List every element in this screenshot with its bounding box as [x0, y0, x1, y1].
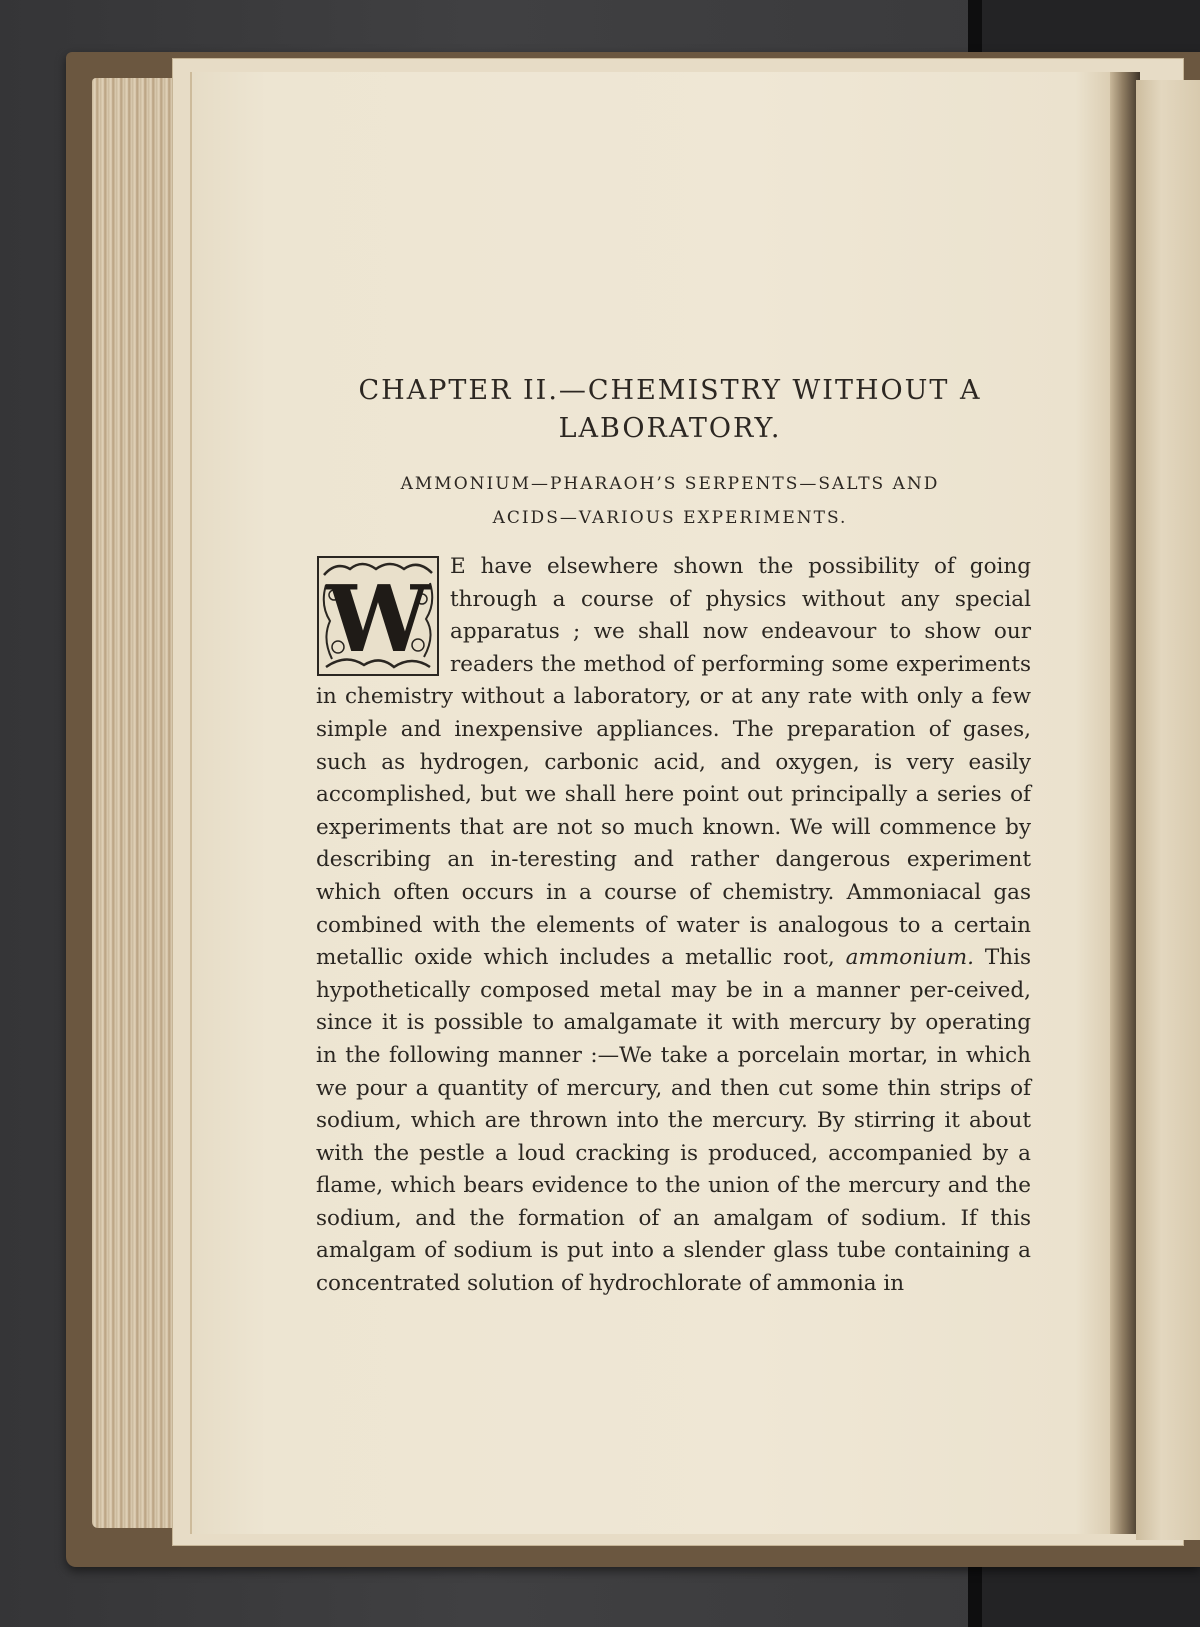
body-paragraph	[316, 551, 1031, 1301]
chapter-subheading-line2: ACIDS—VARIOUS EXPERIMENTS.	[492, 508, 848, 528]
body-text-part1: E have elsewhere shown the possibility of going through a course of physics without any special apparatus ; we shall now endeavour to show our readers the method of performing some experiments in chemistry without a laboratory, or at any rate with only a few simple and inexpensive appliances. The preparation of gases, such as hydrogen, carbonic acid, and oxygen, is very easily accomplished, but we shall here point out principally a series of experiments that are not so much known. We will commence by describing an in-teresting and rather dangerous experiment which often occurs in a course of chemistry. Ammoniacal gas combined with the elements of water is analogous to a certain metallic oxide which includes a metallic root,	[316, 554, 1031, 971]
chapter-subheading	[330, 467, 1010, 535]
body-text-part2: This hypothetically composed metal may be in a manner per-ceived, since it is possible to amalgamate it with mercury by operating in the following manner :—We take a porcelain mortar, in which we pour a quantity of mercury, and then cut some thin strips of sodium, which are thrown into the mercury. By stirring it about with the pestle a loud cracking is produced, accompanied by a flame, which bears evidence to the union of the mercury and the sodium, and the formation of an amalgam of sodium. If this amalgam of sodium is put into a slender glass tube containing a concentrated solution of hydrochlorate of ammonia in	[316, 945, 1031, 1297]
facing-page-edge	[1136, 80, 1200, 1540]
ruler-bottom	[968, 1560, 982, 1627]
ruler-top	[968, 0, 982, 60]
dropcap-letter: W	[326, 565, 430, 673]
chapter-heading-line2: LABORATORY.	[558, 413, 782, 444]
chapter-heading-line1: CHAPTER II.—CHEMISTRY WITHOUT A	[358, 375, 982, 406]
chapter-subheading-line1: AMMONIUM—PHARAOH’S SERPENTS—SALTS AND	[400, 474, 940, 494]
chapter-heading	[330, 372, 1010, 448]
body-italic-term: ammonium.	[845, 945, 974, 971]
decorated-initial	[316, 555, 440, 677]
